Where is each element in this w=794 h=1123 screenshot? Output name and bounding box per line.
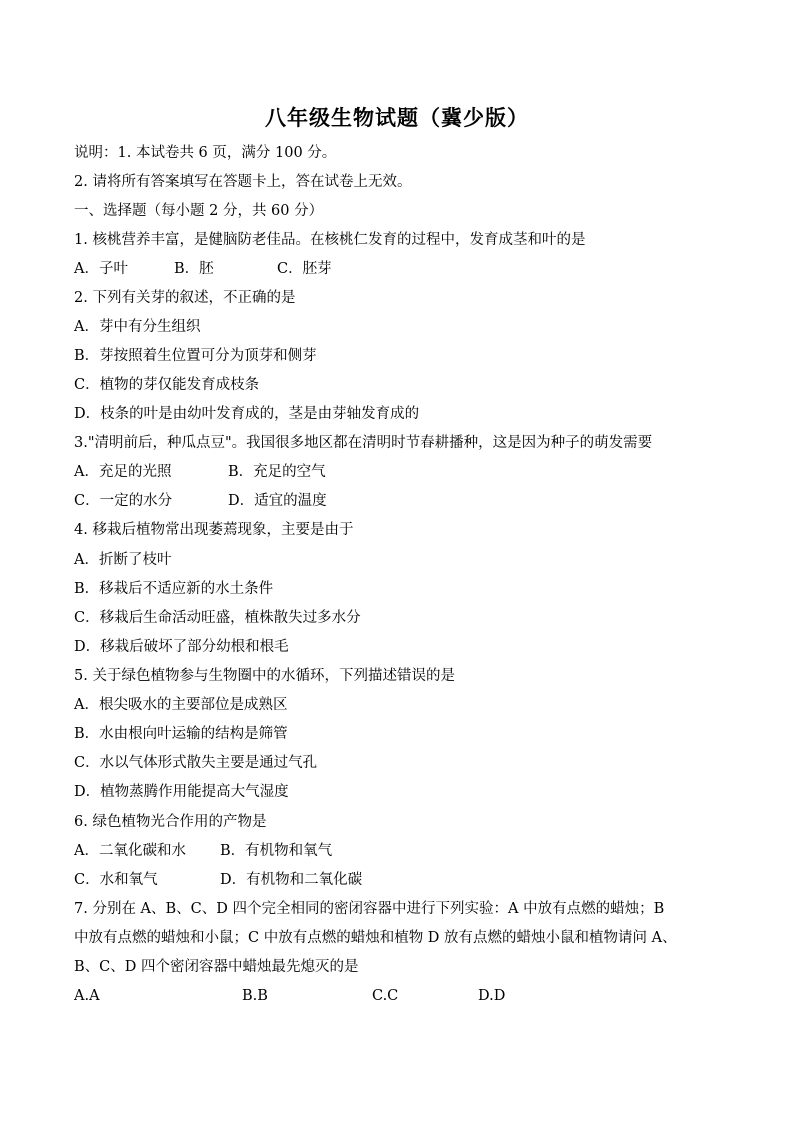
q5-option-d: D．植物蒸腾作用能提高大气湿度 — [74, 784, 289, 800]
q6-option-d: D．有机物和二氧化碳 — [220, 872, 363, 888]
q3-option-b: B．充足的空气 — [228, 464, 326, 480]
question-1-stem: 1. 核桃营养丰富，是健脑防老佳品。在核桃仁发育的过程中，发育成茎和叶的是 — [74, 232, 586, 248]
q4-option-b: B．移栽后不适应新的水土条件 — [74, 581, 274, 597]
question-7-options — [74, 986, 505, 1006]
q1-option-c: C．胚芽 — [277, 261, 332, 277]
question-7-stem-line2: 中放有点燃的蜡烛和小鼠；C 中放有点燃的蜡烛和植物 D 放有点燃的蜡烛小鼠和植物请问 A、 — [74, 930, 677, 946]
q5-option-c: C．水以气体形式散失主要是通过气孔 — [74, 755, 318, 771]
q2-option-b: B．芽按照着生位置可分为顶芽和侧芽 — [74, 348, 317, 364]
q7-option-a: A.A — [74, 988, 100, 1004]
question-1-options — [74, 259, 332, 279]
q6-option-c: C．水和氧气 — [74, 872, 158, 888]
question-4-stem: 4. 移栽后植物常出现萎蔫现象，主要是由于 — [74, 522, 354, 538]
question-6-options-row1 — [74, 841, 332, 861]
q1-option-b: B．胚 — [174, 261, 214, 277]
instruction-1: 说明：1. 本试卷共 6 页，满分 100 分。 — [74, 145, 337, 161]
question-3-stem: 3."清明前后，种瓜点豆"。我国很多地区都在清明时节春耕播种，这是因为种子的萌发需要 — [74, 435, 653, 451]
question-2-stem: 2. 下列有关芽的叙述，不正确的是 — [74, 290, 296, 306]
q4-option-a: A．折断了枝叶 — [74, 552, 172, 568]
q5-option-a: A．根尖吸水的主要部位是成熟区 — [74, 697, 288, 713]
q6-option-a: A．二氧化碳和水 — [74, 843, 186, 859]
exam-title: 八年级生物试题（冀少版） — [265, 106, 529, 130]
q2-option-c: C．植物的芽仅能发育成枝条 — [74, 377, 260, 393]
q7-option-c: C.C — [372, 988, 399, 1004]
question-6-options-row2 — [74, 870, 362, 890]
q4-option-d: D．移栽后破坏了部分幼根和根毛 — [74, 639, 289, 655]
q2-option-a: A．芽中有分生组织 — [74, 319, 201, 335]
q6-option-b: B．有机物和氧气 — [220, 843, 333, 859]
q3-option-a: A．充足的光照 — [74, 464, 172, 480]
question-7-stem-line1: 7. 分别在 A、B、C、D 四个完全相同的密闭容器中进行下列实验：A 中放有点燃的蜡烛；B — [74, 901, 665, 917]
question-7-stem-line3: B、C、D 四个密闭容器中蜡烛最先熄灭的是 — [74, 959, 359, 975]
q1-option-a: A．子叶 — [74, 261, 128, 277]
question-5-stem: 5. 关于绿色植物参与生物圈中的水循环，下列描述错误的是 — [74, 668, 455, 684]
q7-option-b: B.B — [242, 988, 268, 1004]
q2-option-d: D．枝条的叶是由幼叶发育成的，茎是由芽轴发育成的 — [74, 406, 420, 422]
question-6-stem: 6. 绿色植物光合作用的产物是 — [74, 814, 267, 830]
q5-option-b: B．水由根向叶运输的结构是筛管 — [74, 726, 288, 742]
question-3-options-row2 — [74, 491, 327, 511]
q3-option-c: C．一定的水分 — [74, 493, 173, 509]
instruction-2: 2. 请将所有答案填写在答题卡上，答在试卷上无效。 — [74, 174, 412, 190]
question-3-options-row1 — [74, 462, 326, 482]
section-title: 一、选择题（每小题 2 分，共 60 分） — [74, 203, 324, 219]
q4-option-c: C．移栽后生命活动旺盛，植株散失过多水分 — [74, 610, 361, 626]
q3-option-d: D．适宜的温度 — [228, 493, 327, 509]
q7-option-d: D.D — [478, 988, 506, 1004]
